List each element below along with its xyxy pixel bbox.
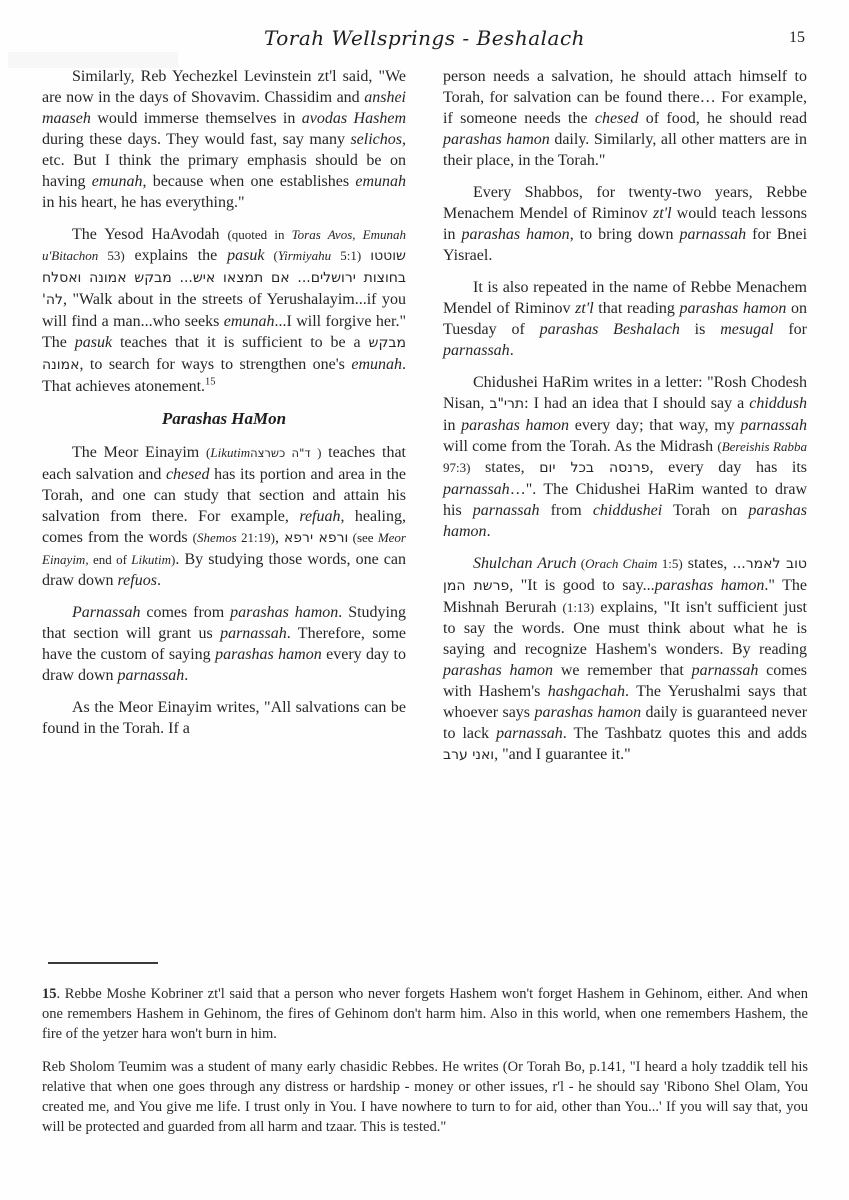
page-title: Torah Wellsprings - Beshalach (263, 26, 586, 50)
footnote-separator-rule (48, 962, 158, 964)
paragraph: Parnassah comes from parashas hamon. Studying that section will grant us parnassah. Therefore, some have the custom of saying parashas hamon every day to draw down parnassah. (42, 604, 407, 684)
page-header (42, 26, 807, 52)
paragraph: The Meor Einayim (Likutim ד"ה כשרצה) teaches that each salvation and chesed has its portion and area in the Torah, and one can study that section and attain his salvation from there. For example, refuah, healing, comes from the words (Shemos 21:19), ורפא ירפא (see Meor Einayim, end of Likutim). By studying those words, one can draw down refuos. (42, 444, 407, 589)
footnotes-body (42, 984, 808, 1137)
section-heading: Parashas HaMon (161, 409, 287, 428)
text-columns (42, 66, 807, 777)
paragraph: Reb Sholom Teumim was a student of many early chasidic Rebbes. He writes (Or Torah Bo, p.141, "I heard a holy tzaddik tell his relative that when one goes through any distress or hardship - money or other issues, r'l - he should say 'Ribono Shel Olam, You created me, and You give me life. I trust only in You. I have nowhere to turn to for aid, other than You...' If you will say that, you will be protected and guarded from all harm and tzaar. This is tested." (42, 1059, 808, 1135)
page-number: 15 (789, 29, 805, 46)
footnotes-section (42, 956, 808, 1150)
left-column (42, 66, 406, 777)
paragraph: Chidushei HaRim writes in a letter: "Rosh Chodesh Nisan, תרי"ב: I had an idea that I should say a chiddush in parashas hamon every day; that way, my parnassah will come from the Torah. As the Midrash (Bereishis Rabba 97:3) states, פרנסה בכל יום, every day has its parnassah…". The Chidushei HaRim wanted to draw his parnassah from chiddushei Torah on parashas hamon. (443, 374, 808, 540)
paragraph: Shulchan Aruch (Orach Chaim 1:5) states, טוב לאמר... פרשת המן, "It is good to say...parashas hamon." The Mishnah Berurah (1:13) explains, "It isn't sufficient just to say the words. One must think about what he is saying and recognize Hashem's wonders. By reading parashas hamon we remember that parnassah comes with Hashem's hashgachah. The Yerushalmi says that whoever says parashas hamon daily is guaranteed never to lack parnassah. The Tashbatz quotes this and adds ואני ערב, "and I guarantee it." (443, 555, 808, 763)
paragraph: 15. Rebbe Moshe Kobriner zt'l said that a person who never forgets Hashem won't forget Hashem in Gehinom, either. And when one remembers Hashem in Gehinom, the fires of Gehinom don't harm him. Also in this world, when one remembers Hashem, the fire of the yetzer hara won't burn in him. (42, 986, 808, 1042)
paragraph: It is also repeated in the name of Rebbe Menachem Mendel of Riminov zt'l that reading parashas hamon on Tuesday of parashas Beshalach is mesugal for parnassah. (443, 279, 808, 359)
paragraph: Similarly, Reb Yechezkel Levinstein zt'l said, "We are now in the days of Shovavim. Chassidim and anshei maaseh would immerse themselves in avodas Hashem during these days. They would fast, say many selichos, etc. But I think the primary emphasis should be on having emunah, because when one establishes emunah in his heart, he has everything." (42, 68, 407, 211)
paragraph: Every Shabbos, for twenty-two years, Rebbe Menachem Mendel of Riminov zt'l would teach lessons in parashas hamon, to bring down parnassah for Bnei Yisrael. (443, 184, 808, 264)
paragraph: person needs a salvation, he should attach himself to Torah, for salvation can be found there… For example, if someone needs the chesed of food, he should read parashas hamon daily. Similarly, all other matters are in their place, in the Torah." (443, 68, 808, 169)
paragraph: The Yesod HaAvodah (quoted in Toras Avos, Emunah u'Bitachon 53) explains the pasuk (Yirmiyahu 5:1) שוטטו בחוצות ירושלים... אם תמצאו איש... מבקש אמונה ואסלח לה', "Walk about in the streets of Yerushalayim...if you will find a man...who seeks emunah...I will forgive her." The pasuk teaches that it is sufficient to be a מבקש אמונה, to search for ways to strengthen one's emunah. That achieves atonement.$^{15}$ (42, 226, 407, 395)
paragraph: As the Meor Einayim writes, "All salvations can be found in the Torah. If a (42, 699, 406, 737)
right-column (443, 66, 807, 777)
